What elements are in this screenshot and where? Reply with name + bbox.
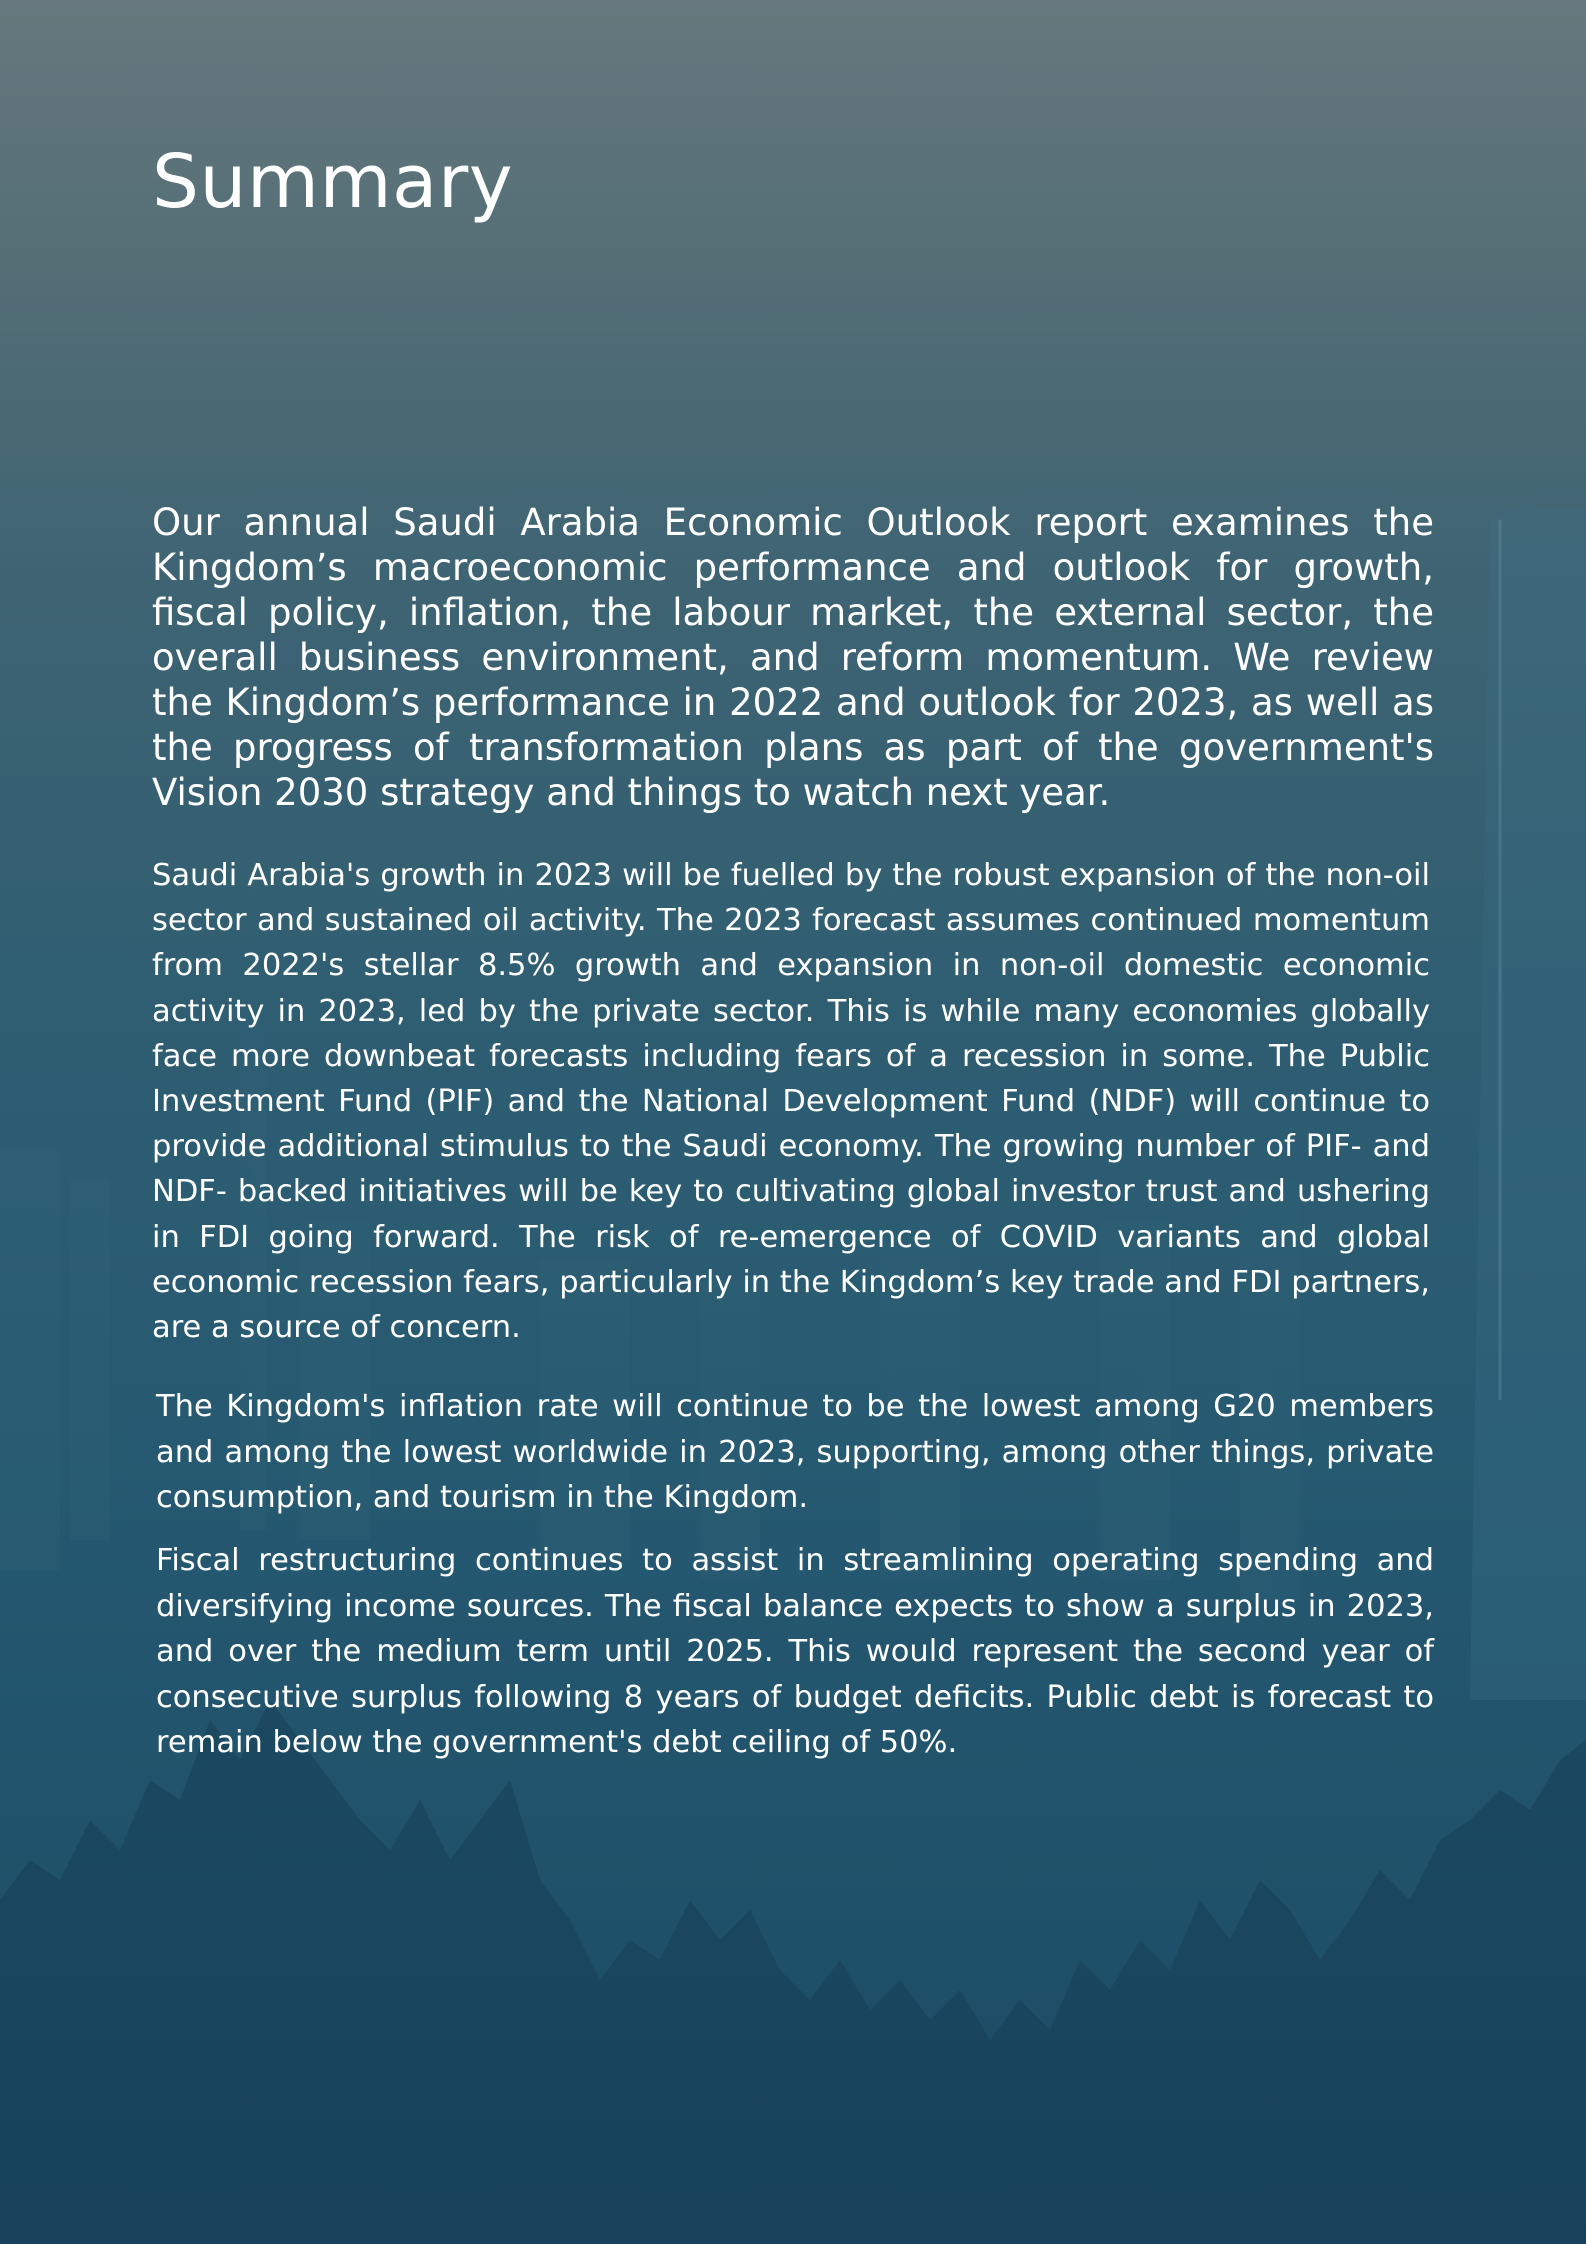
inflation-paragraph: The Kingdom's inflation rate will continue to be the lowest among G20 members and among the lowest worldwide in 2023, supporting, among other things, private consumption, and tourism in the Kingdom. (156, 1389, 1434, 1515)
growth-paragraph: Saudi Arabia's growth in 2023 will be fuelled by the robust expansion of the non-oil sector and sustained oil activity. The 2023 forecast assumes continued momentum from 2022's stellar 8.5% growth and expansion in non-oil domestic economic activity in 2023, led by the private sector. This is while many economies globally face more downbeat forecasts including fears of a recession in some. The Public Investment Fund (PIF) and the National Development Fund (NDF) will continue to provide additional stimulus to the Saudi economy. The growing number of PIF- and NDF- backed initiatives will be key to cultivating global investor trust and ushering in FDI going forward. The risk of re-emergence of COVID variants and global economic recession fears, particularly in the Kingdom’s key trade and FDI partners, are a source of concern. (152, 858, 1430, 1346)
fiscal-paragraph: Fiscal restructuring continues to assist in streamlining operating spending and diversifying income sources. The fiscal balance expects to show a surplus in 2023, and over the medium term until 2025. This would represent the second year of consecutive surplus following 8 years of budget deficits. Public debt is forecast to remain below the government's debt ceiling of 50%. (156, 1543, 1434, 1760)
page-title: Summary (152, 139, 514, 225)
intro-paragraph: Our annual Saudi Arabia Economic Outlook report examines the Kingdom’s macroeconomic performance and outlook for growth, fiscal policy, inflation, the labour market, the external sector, the overall business environment, and reform momentum. We review the Kingdom’s performance in 2022 and outlook for 2023, as well as the progress of transformation plans as part of the government's Vision 2030 strategy and things to watch next year. (152, 501, 1434, 814)
